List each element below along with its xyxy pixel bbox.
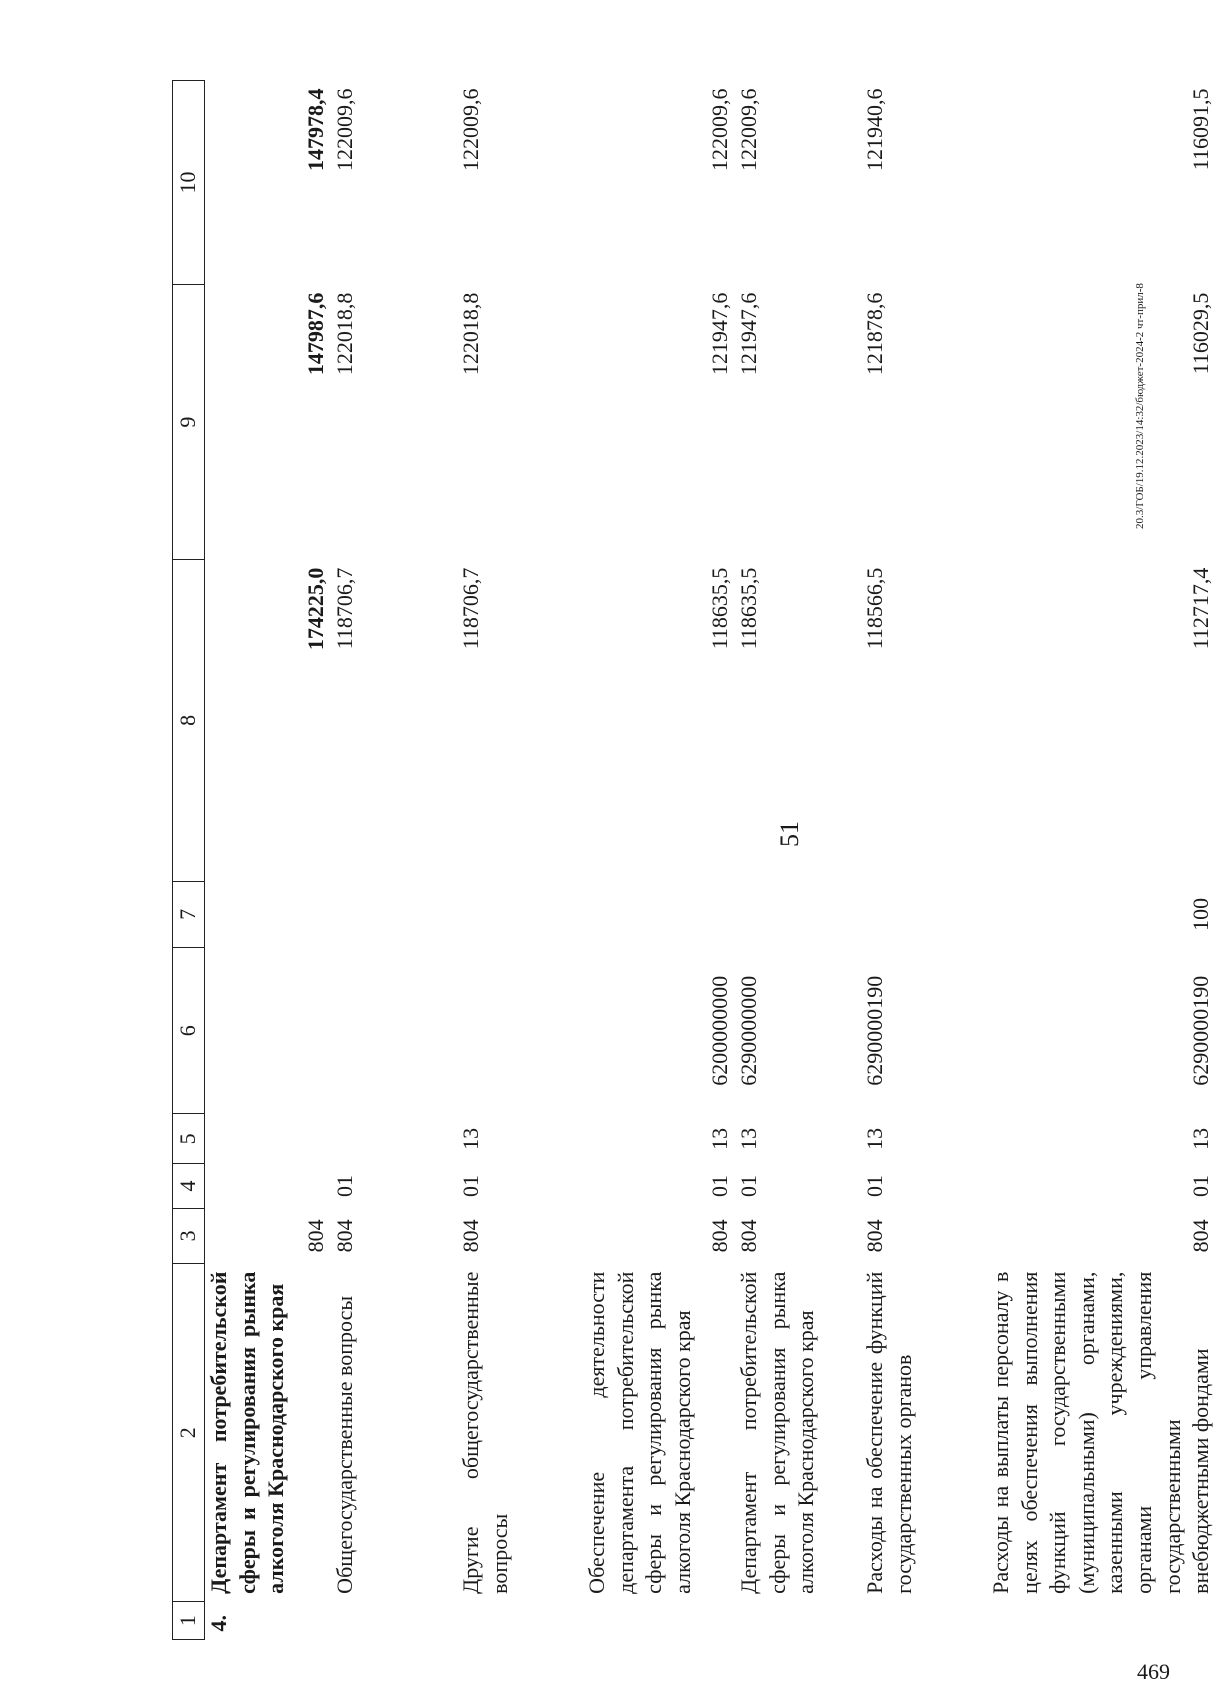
table-row <box>457 81 583 1640</box>
table-row <box>987 81 1216 1640</box>
cell-ministry: 804 <box>332 1219 357 1253</box>
cell-target-article: 6290000000 <box>736 975 761 1086</box>
row-name: Расходы на обеспечение функций государственных органов <box>862 1271 916 1594</box>
cell-subsection: 13 <box>862 1127 887 1150</box>
cell-section <box>205 1164 332 1208</box>
cell-ministry: 804 <box>458 1219 483 1253</box>
table-row <box>861 81 987 1640</box>
cell-expense-type <box>457 881 583 948</box>
row-name: Расходы на выплаты персоналу в целях обеспечения выполнения функций государственными (муниципальными) органами, казенными учреждениями, органами управления государственными внебюджетными фондами <box>988 1271 1214 1594</box>
cell-expense-type <box>331 881 457 948</box>
header-col-7: 7 <box>173 881 205 948</box>
cell-amount-2024: 112717,4 <box>1188 567 1214 650</box>
cell-amount-2026: 121940,6 <box>862 88 887 171</box>
header-col-3: 3 <box>173 1208 205 1263</box>
cell-target-article: 6290000190 <box>1188 975 1214 1086</box>
row-name: Обеспечение деятельности департамента потребительской сферы и регулирования рынка алкоголя Краснодарского края <box>584 1271 695 1594</box>
cell-amount-2026: 147978,4 <box>303 88 329 171</box>
cell-subsection: 13 <box>1188 1127 1214 1150</box>
cell-amount-2024: 118635,5 <box>736 567 761 650</box>
cell-expense-type <box>583 881 735 948</box>
cell-subsection: 13 <box>458 1127 483 1150</box>
cell-ministry: 804 <box>1188 1219 1214 1253</box>
cell-amount-2025: 122018,8 <box>332 292 357 376</box>
cell-expense-type <box>861 881 987 948</box>
row-number <box>583 1602 735 1640</box>
cell-amount-2025: 122018,8 <box>458 292 483 376</box>
cell-amount-2024: 118635,5 <box>707 567 733 650</box>
sheet-number: 469 <box>1137 1659 1170 1684</box>
row-name: Другие общегосударственные вопросы <box>458 1271 512 1594</box>
cell-section: 01 <box>458 1175 483 1198</box>
cell-section: 01 <box>707 1175 733 1198</box>
cell-expense-type: 100 <box>1188 897 1214 931</box>
document-code: 20.3/ГОБ/19.12.2023/14:32/бюджет-2024-2 чт-прил-8 <box>1134 283 1146 529</box>
cell-section: 01 <box>862 1175 887 1198</box>
cell-ministry: 804 <box>707 1219 733 1253</box>
cell-subsection: 13 <box>736 1127 761 1150</box>
row-number <box>457 1602 583 1640</box>
cell-target-article: 6200000000 <box>707 975 733 1086</box>
cell-amount-2026: 116091,5 <box>1188 88 1214 171</box>
table-row <box>331 81 457 1640</box>
cell-target-article <box>205 948 332 1114</box>
cell-subsection <box>331 1114 457 1164</box>
table-row <box>205 81 332 1640</box>
cell-amount-2025: 116029,5 <box>1188 292 1214 375</box>
row-number: 4. <box>206 1615 231 1632</box>
cell-amount-2024: 118706,7 <box>332 567 357 650</box>
row-number <box>861 1602 987 1640</box>
cell-target-article <box>457 948 583 1114</box>
row-name: Департамент потребительской сферы и регулирования рынка алкоголя Краснодарского края <box>736 1271 819 1594</box>
cell-subsection <box>205 1114 332 1164</box>
cell-amount-2024: 118706,7 <box>458 567 483 650</box>
table-body <box>205 81 1216 1640</box>
row-number <box>987 1602 1216 1640</box>
table-row <box>583 81 735 1640</box>
cell-subsection: 13 <box>707 1127 733 1150</box>
header-row <box>173 81 205 1640</box>
cell-section: 01 <box>1188 1175 1214 1198</box>
cell-section: 01 <box>736 1175 761 1198</box>
header-col-1: 1 <box>173 1602 205 1640</box>
cell-amount-2024: 118566,5 <box>862 567 887 650</box>
cell-expense-type <box>735 881 861 948</box>
table-header <box>173 81 205 1640</box>
cell-amount-2026: 122009,6 <box>707 88 733 171</box>
cell-ministry: 804 <box>736 1219 761 1253</box>
cell-amount-2024: 174225,0 <box>303 567 329 651</box>
cell-amount-2026: 122009,6 <box>458 88 483 171</box>
cell-ministry: 804 <box>303 1219 329 1253</box>
row-number <box>735 1602 861 1640</box>
header-col-2: 2 <box>173 1264 205 1602</box>
budget-table <box>172 80 1216 1640</box>
cell-amount-2025: 121878,6 <box>862 292 887 376</box>
page-number: 51 <box>775 821 804 847</box>
header-col-10: 10 <box>173 81 205 285</box>
row-name: Общегосударственные вопросы <box>332 1295 357 1594</box>
header-col-8: 8 <box>173 560 205 882</box>
cell-amount-2026: 122009,6 <box>332 88 357 171</box>
cell-ministry: 804 <box>862 1219 887 1253</box>
cell-amount-2026: 122009,6 <box>736 88 761 171</box>
cell-amount-2025: 121947,6 <box>707 292 733 376</box>
cell-amount-2025: 121947,6 <box>736 292 761 376</box>
header-col-4: 4 <box>173 1164 205 1208</box>
header-col-5: 5 <box>173 1114 205 1164</box>
row-number <box>331 1602 457 1640</box>
header-col-6: 6 <box>173 948 205 1114</box>
cell-target-article: 6290000190 <box>862 975 887 1086</box>
budget-table-rotated <box>172 80 1214 1640</box>
cell-section: 01 <box>332 1175 357 1198</box>
row-name: Департамент потребительской сферы и регулирования рынка алкоголя Краснодарского края <box>206 1271 289 1594</box>
header-col-9: 9 <box>173 285 205 560</box>
cell-target-article <box>331 948 457 1114</box>
cell-expense-type <box>205 881 332 948</box>
table-row <box>735 81 861 1640</box>
cell-amount-2025: 147987,6 <box>303 292 329 376</box>
